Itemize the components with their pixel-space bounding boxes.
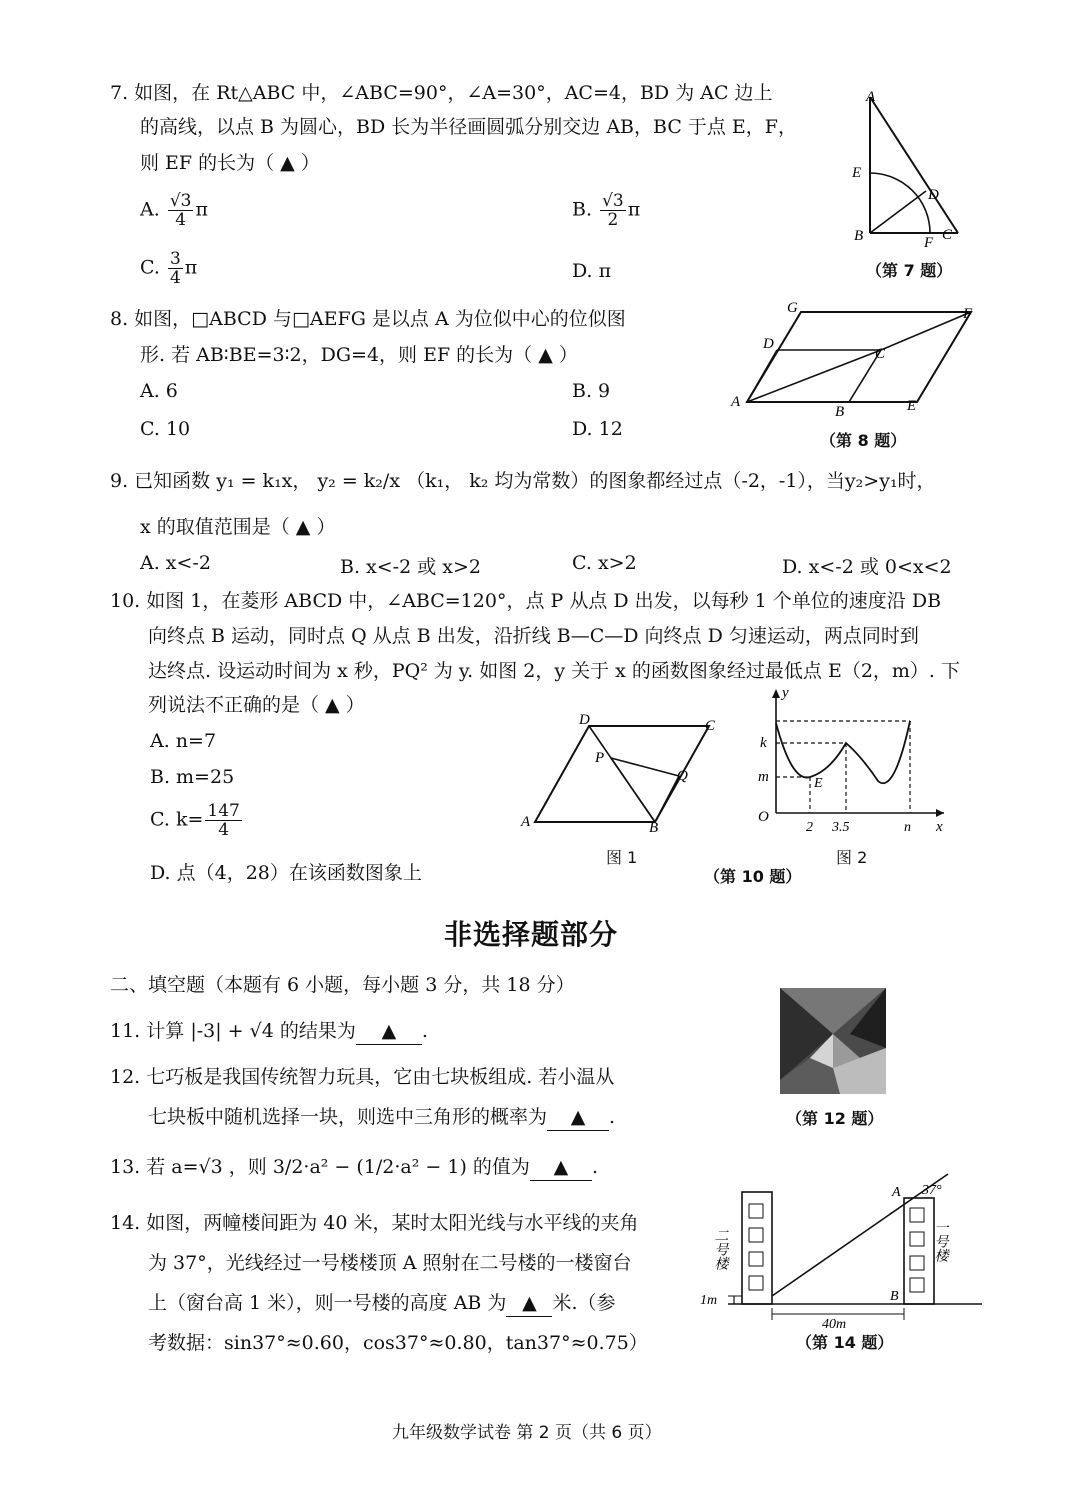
q10-fig2-tick-n: n <box>904 820 911 835</box>
q8-label-e: E <box>907 398 917 414</box>
q8-label-c: C <box>875 346 886 362</box>
q14-figure <box>698 1168 988 1328</box>
q12-caption: （第 12 题） <box>786 1109 884 1128</box>
q14-label-40m: 40m <box>822 1317 847 1328</box>
q8-label-b: B <box>835 404 845 420</box>
q12-line1: 12. 七巧板是我国传统智力玩具，它由七块板组成. 若小温从 <box>110 1066 615 1088</box>
page-footer: 九年级数学试卷 第 2 页（共 6 页） <box>392 1423 662 1443</box>
q10-fig2-label-y: y <box>782 685 789 701</box>
q14-label-b: B <box>890 1289 899 1304</box>
q7-line3: 则 EF 的长为（ ▲ ） <box>140 152 320 174</box>
q8-label-d: D <box>763 336 774 352</box>
q11-line: 11. 计算 |-3| + √4 的结果为 ▲ . <box>110 1018 428 1045</box>
q10-fig2-label-k: k <box>760 735 767 751</box>
q14-label-a: A <box>892 1185 901 1200</box>
q8-option-d: D. 12 <box>572 418 623 440</box>
q10-fig1-label-d: D <box>579 712 590 728</box>
q10-fig1-label-a: A <box>521 814 531 830</box>
q7-label-e: E <box>852 165 862 181</box>
q14-line3: 上（窗台高 1 米），则一号楼的高度 AB 为 ▲ 米.（参 <box>148 1290 615 1317</box>
q14-label-bldg2: 二号楼 <box>712 1228 728 1270</box>
q14-answer-blank: ▲ <box>506 1290 552 1317</box>
q10-figure2 <box>752 683 952 843</box>
q8-option-b: B. 9 <box>572 380 611 402</box>
q7-label-b: B <box>854 228 864 244</box>
q8-label-a: A <box>731 394 741 410</box>
q10-fig2-label-m: m <box>758 769 769 785</box>
q10-line4: 列说法不正确的是（ ▲ ） <box>148 694 365 716</box>
q9-option-a: A. x<-2 <box>140 552 211 574</box>
tangram-image <box>780 988 886 1094</box>
q8-figure <box>725 296 985 426</box>
q14-label-bldg1: 一号楼 <box>932 1220 948 1262</box>
q8-option-c: C. 10 <box>140 418 191 440</box>
q13-line: 13. 若 a=√3 ，则 3/2·a² − (1/2·a² − 1) 的值为 ▲ . <box>110 1154 598 1181</box>
q9-line1: 9. 已知函数 y₁ = k₁x， y₂ = k₂/x （k₁， k₂ 均为常数）的图象都经过点（-2，-1），当y₂>y₁时， <box>110 470 936 492</box>
q7-figure <box>840 85 980 250</box>
q10-fig1-caption: 图 1 <box>606 848 638 867</box>
q8-line2: 形. 若 AB∶BE=3∶2，DG=4，则 EF 的长为（ ▲ ） <box>140 344 578 366</box>
q7-option-a: A. $\frac{√3}{4}$ π <box>140 191 208 230</box>
q7-label-d: D <box>928 187 939 203</box>
q12-line2: 七块板中随机选择一块，则选中三角形的概率为 ▲ . <box>148 1104 615 1131</box>
q10-figure1 <box>515 708 715 843</box>
q10-fig2-tick-2: 2 <box>806 820 813 835</box>
q9-option-b: B. x<-2 或 x>2 <box>340 556 481 578</box>
q10-fig1-label-p: P <box>595 750 605 766</box>
q7-label-f: F <box>924 235 934 250</box>
q10-fig2-label-e: E <box>814 776 823 791</box>
q13-answer-blank: ▲ <box>530 1154 592 1181</box>
q9-option-d: D. x<-2 或 0<x<2 <box>782 556 952 578</box>
q14-label-1m: 1m <box>700 1293 718 1308</box>
q10-fig2-tick-35: 3.5 <box>832 820 850 835</box>
q10-option-d: D. 点（4，28）在该函数图象上 <box>150 862 422 884</box>
q7-line1: 7. 如图，在 Rt△ABC 中，∠ABC=90°，∠A=30°，AC=4，BD 为 AC 边上 <box>110 82 773 104</box>
q10-line3: 达终点. 设运动时间为 x 秒，PQ² 为 y. 如图 2，y 关于 x 的函数图象经过最低点 E（2，m）. 下 <box>148 660 961 682</box>
q10-fig2-label-o: O <box>758 809 769 825</box>
q7-label-a: A <box>866 89 876 105</box>
q10-line1: 10. 如图 1，在菱形 ABCD 中，∠ABC=120°，点 P 从点 D 出发，以每秒 1 个单位的速度沿 DB <box>110 590 942 612</box>
q12-answer-blank: ▲ <box>547 1104 609 1131</box>
q10-line2: 向终点 B 运动，同时点 Q 从点 B 出发，沿折线 B—C—D 向终点 D 匀速运动，两点同时到 <box>148 625 919 647</box>
q8-caption: （第 8 题） <box>820 431 907 450</box>
q14-label-angle: 37° <box>922 1183 942 1198</box>
q7-option-c: C. $\frac{3}{4}$ π <box>140 249 198 288</box>
q9-line2: x 的取值范围是（ ▲ ） <box>140 516 336 538</box>
q10-option-b: B. m=25 <box>150 766 235 788</box>
q7-option-b: B. $\frac{√3}{2}$ π <box>572 191 641 230</box>
q7-option-d: D. π <box>572 260 612 282</box>
q11-answer-blank: ▲ <box>356 1018 422 1045</box>
q8-label-f: F <box>963 306 973 322</box>
q8-label-g: G <box>787 300 798 316</box>
q7-caption: （第 7 题） <box>866 261 953 280</box>
q10-option-c: C. k= $\frac{147}{4}$ <box>150 801 240 840</box>
q7-label-c: C <box>942 227 953 243</box>
q10-fig1-label-b: B <box>649 820 659 836</box>
q10-caption: （第 10 题） <box>704 867 802 886</box>
q10-fig1-label-c: C <box>705 718 715 734</box>
q10-fig2-caption: 图 2 <box>836 848 868 867</box>
q14-line4: 考数据：sin37°≈0.60，cos37°≈0.80，tan37°≈0.75） <box>148 1332 648 1354</box>
q7-line2: 的高线，以点 B 为圆心，BD 长为半径画圆弧分别交边 AB，BC 于点 E，F， <box>140 116 797 138</box>
q10-fig1-label-q: Q <box>677 768 688 784</box>
q8-line1: 8. 如图，□ABCD 与□AEFG 是以点 A 为位似中心的位似图 <box>110 308 626 330</box>
q14-line2: 为 37°，光线经过一号楼楼顶 A 照射在二号楼的一楼窗台 <box>148 1252 632 1274</box>
q10-fig2-label-x: x <box>936 819 943 835</box>
section-title: 非选择题部分 <box>444 918 619 951</box>
q10-option-a: A. n=7 <box>150 730 217 752</box>
q14-caption: （第 14 题） <box>796 1333 894 1352</box>
q14-line1: 14. 如图，两幢楼间距为 40 米，某时太阳光线与水平线的夹角 <box>110 1212 639 1234</box>
q9-option-c: C. x>2 <box>572 552 637 574</box>
q8-option-a: A. 6 <box>140 380 178 402</box>
part2-heading: 二、填空题（本题有 6 小题，每小题 3 分，共 18 分） <box>110 974 575 996</box>
